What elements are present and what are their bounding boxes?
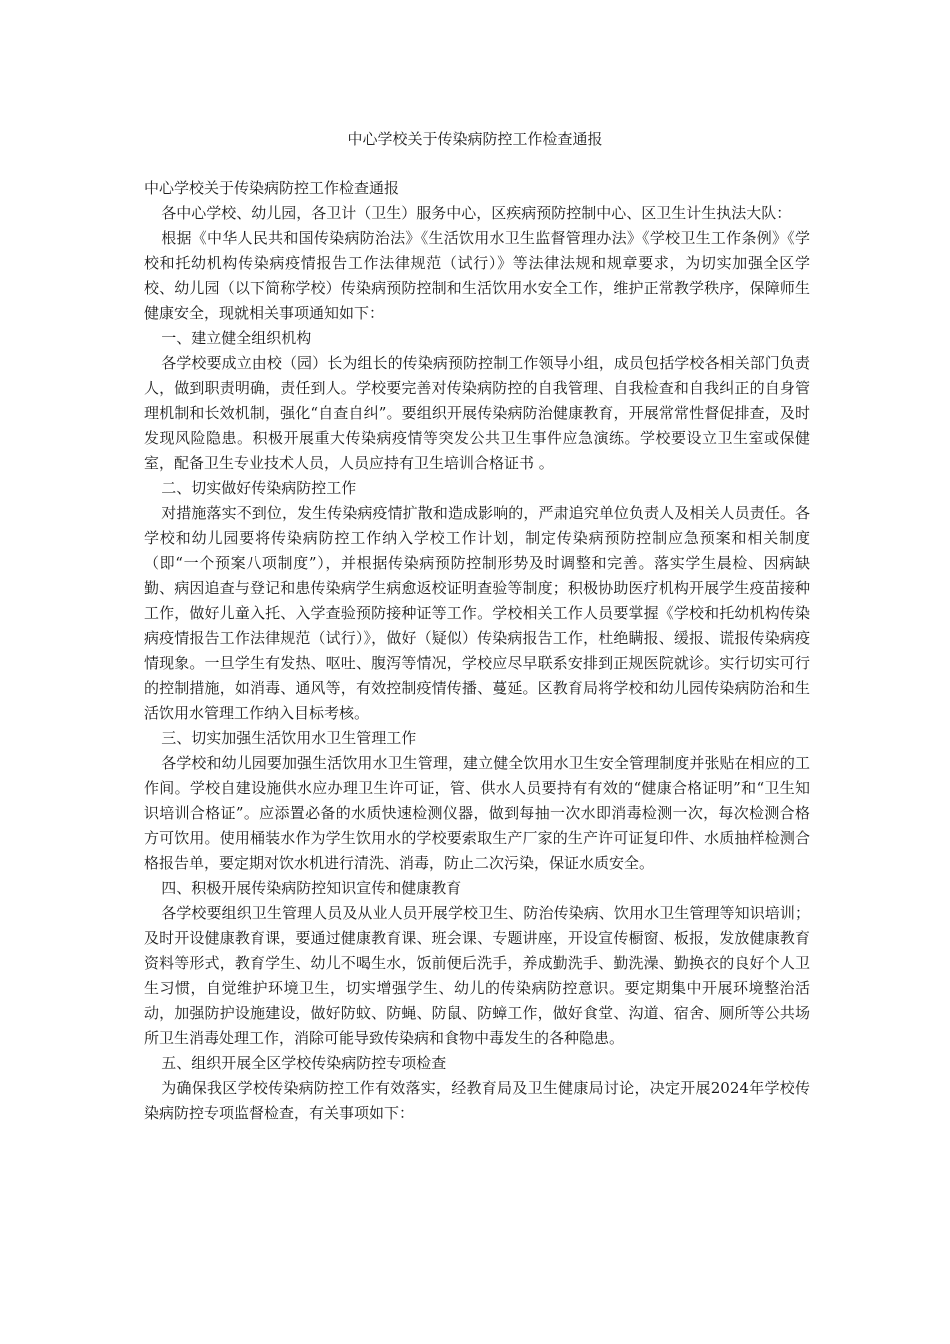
paragraph-intro: 根据《中华人民共和国传染病防治法》《生活饮用水卫生监督管理办法》《学校卫生工作条例》《学校和托幼机构传染病疫情报告工作法律规范（试行）》等法律法规和规章要求，为切实加强全区学校、幼儿园（以下简称学校）传染病预防控制和生活饮用水安全工作，维护正常教学秩序，保障师生健康安全，现就相关事项通知如下： — [144, 229, 810, 322]
section-heading-1: 一、建立健全组织机构 — [161, 329, 312, 347]
paragraph-addressees: 各中心学校、幼儿园，各卫计（卫生）服务中心，区疾病预防控制中心、区卫生计生执法大队： — [161, 204, 792, 222]
section-body-4: 各学校要组织卫生管理人员及从业人员开展学校卫生、防治传染病、饮用水卫生管理等知识培训；及时开设健康教育课，要通过健康教育课、班会课、专题讲座，开设宣传橱窗、板报，发放健康教育资料等形式，教育学生、幼儿不喝生水，饭前便后洗手，养成勤洗手、勤洗澡、勤换衣的良好个人卫生习惯，自觉维护环境卫生，切实增强学生、幼儿的传染病防控意识。要定期集中开展环境整治活动，加强防护设施建设，做好防蚊、防蝇、防鼠、防蟑工作，做好食堂、沟道、宿舍、厕所等公共场所卫生消毒处理工作，消除可能导致传染病和食物中毒发生的各种隐患。 — [144, 904, 810, 1047]
section-heading-2: 二、切实做好传染病防控工作 — [161, 479, 357, 497]
section-heading-3: 三、切实加强生活饮用水卫生管理工作 — [161, 729, 417, 747]
document-body — [144, 176, 810, 1126]
section-body-1: 各学校要成立由校（园）长为组长的传染病预防控制工作领导小组，成员包括学校各相关部门负责人，做到职责明确，责任到人。学校要完善对传染病防控的自我管理、自我检查和自我纠正的自身管理机制和长效机制，强化“自查自纠”。要组织开展传染病防治健康教育，开展常常性督促排查，及时发现风险隐患。积极开展重大传染病疫情等突发公共卫生事件应急演练。学校要设立卫生室或保健室，配备卫生专业技术人员，人员应持有卫生培训合格证书 。 — [144, 354, 810, 472]
section-heading-4: 四、积极开展传染病防控知识宣传和健康教育 — [161, 879, 462, 897]
paragraph-heading-repeat: 中心学校关于传染病防控工作检查通报 — [144, 179, 400, 197]
section-body-2: 对措施落实不到位，发生传染病疫情扩散和造成影响的，严肃追究单位负责人及相关人员责任。各学校和幼儿园要将传染病防控工作纳入学校工作计划，制定传染病预防控制应急预案和相关制度（即“一个预案八项制度”），并根据传染病预防控制形势及时调整和完善。落实学生晨检、因病缺勤、病因追查与登记和患传染病学生病愈返校证明查验等制度；积极协助医疗机构开展学生疫苗接种工作，做好儿童入托、入学查验预防接种证等工作。学校相关工作人员要掌握《学校和托幼机构传染病疫情报告工作法律规范（试行）》，做好（疑似）传染病报告工作，杜绝瞒报、缓报、谎报传染病疫情现象。一旦学生有发热、呕吐、腹泻等情况，学校应尽早联系安排到正规医院就诊。实行切实可行的控制措施，如消毒、通风等，有效控制疫情传播、蔓延。区教育局将学校和幼儿园传染病防治和生活饮用水管理工作纳入目标考核。 — [144, 504, 810, 722]
section-body-5: 为确保我区学校传染病防控工作有效落实，经教育局及卫生健康局讨论，决定开展2024年学校传染病防控专项监督检查，有关事项如下： — [144, 1079, 810, 1122]
section-body-3: 各学校和幼儿园要加强生活饮用水卫生管理，建立健全饮用水卫生安全管理制度并张贴在相应的工作间。学校自建设施供水应办理卫生许可证，管、供水人员要持有有效的“健康合格证明”和“卫生知识培训合格证”。应添置必备的水质快速检测仪器，做到每抽一次水即消毒检测一次，每次检测合格方可饮用。使用桶装水作为学生饮用水的学校要索取生产厂家的生产许可证复印件、水质抽样检测合格报告单，要定期对饮水机进行清洗、消毒，防止二次污染，保证水质安全。 — [144, 754, 810, 872]
section-heading-5: 五、组织开展全区学校传染病防控专项检查 — [161, 1054, 447, 1072]
document-title: 中心学校关于传染病防控工作检查通报 — [347, 130, 603, 148]
